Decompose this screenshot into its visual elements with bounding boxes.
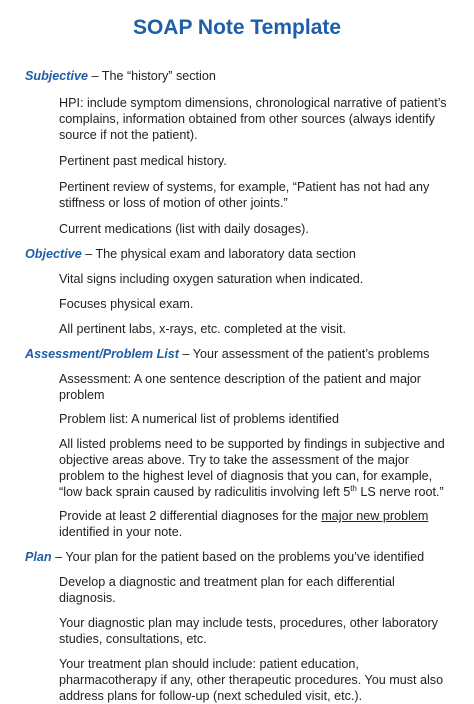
differential-text-end: identified in your note. [59,525,183,539]
assessment-description: – Your assessment of the patient’s problems [178,347,430,361]
objective-label: Objective [25,247,82,261]
subjective-heading [25,68,456,84]
page-title: SOAP Note Template [132,16,342,39]
subjective-label: Subjective [25,69,88,83]
subjective-item-history: Pertinent past medical history. [59,154,227,168]
subjective-item-hpi: HPI: include symptom dimensions, chronological narrative of patient’s complains, information obtained from other sources (always identify source if not the patient). [59,96,447,142]
document-body [0,66,474,704]
differential-underlined: major new problem [321,509,429,523]
objective-item-vitals: Vital signs including oxygen saturation when indicated. [59,272,364,286]
plan-item-diagnostic-plan: Your diagnostic plan may include tests, procedures, other laboratory studies, consultations, etc. [59,616,438,646]
plan-label: Plan [25,550,52,564]
ordinal-superscript: th [350,483,357,493]
supported-text: All listed problems need to be supported by findings in subjective and objective areas above. Try to take the assessment of the major problem to the highest level of diagnosis that you can, for example, “low back sprain caused by radiculitis involving left 5 [59,437,445,499]
assessment-item-supported-findings [59,436,450,500]
objective-description: – The physical exam and laboratory data section [81,247,356,261]
objective-item-labs: All pertinent labs, x-rays, etc. completed at the visit. [59,322,346,336]
assessment-item-summary: Assessment: A one sentence description of the patient and major problem [59,372,421,402]
subjective-description: – The “history” section [88,69,216,83]
plan-item-diagnostic-treatment: Develop a diagnostic and treatment plan for each differential diagnosis. [59,575,395,605]
assessment-label: Assessment/Problem List [25,347,179,361]
plan-heading [25,549,456,565]
subjective-item-ros: Pertinent review of systems, for example, “Patient has not had any stiffness or loss of motion of other joints.” [59,180,430,210]
objective-heading [25,246,456,262]
assessment-item-problem-list: Problem list: A numerical list of problems identified [59,412,339,426]
plan-description: – Your plan for the patient based on the problems you’ve identified [51,550,425,564]
subjective-item-medications: Current medications (list with daily dosages). [59,222,309,236]
assessment-heading [25,346,456,362]
supported-text-end: LS nerve root.” [356,485,444,499]
assessment-item-differential [59,508,450,540]
differential-text: Provide at least 2 differential diagnoses for the [59,509,322,523]
objective-item-exam: Focuses physical exam. [59,297,194,311]
plan-item-treatment-plan: Your treatment plan should include: patient education, pharmacotherapy if any, other therapeutic procedures. You must also address plans for follow-up (next scheduled visit, etc.). [59,657,444,703]
